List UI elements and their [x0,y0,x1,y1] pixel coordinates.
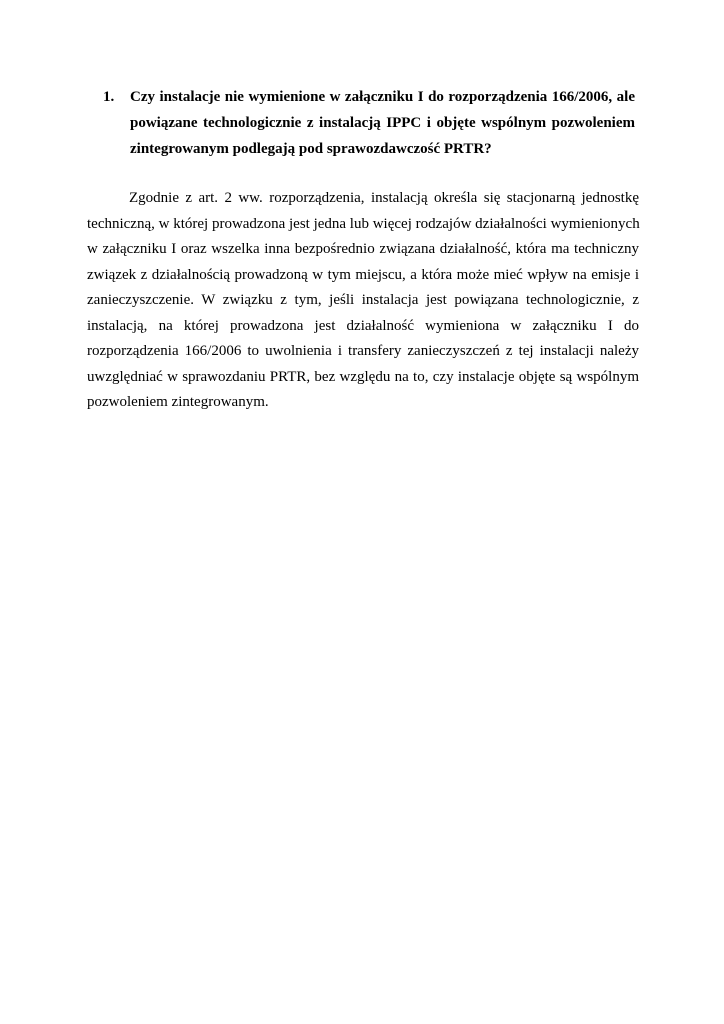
answer-line: Zgodnie z art. 2 ww. rozporządzenia, instalacją określa się stacjonarną jednostkę [129,190,639,206]
question-line: zintegrowanym podlegają pod sprawozdawczość PRTR? [130,141,492,157]
question-line: powiązane technologicznie z instalacją IPPC i objęte wspólnym pozwoleniem [130,115,635,131]
answer-line: instalacją, na której prowadzona jest działalność wymieniona w załączniku I do [87,317,639,334]
answer-line: uwzględniać w sprawozdaniu PRTR, bez względu na to, czy instalacje objęte są wspólnym [87,368,639,385]
question-item [103,84,635,162]
answer-line: związek z działalnością prowadzoną w tym miejscu, a która może mieć wpływ na emisje i [87,266,639,283]
answer-line: rozporządzenia 166/2006 to uwolnienia i transfery zanieczyszczeń z tej instalacji należy [87,343,639,359]
answer-paragraph [87,186,639,416]
answer-line: w załączniku I oraz wszelka inna bezpośrednio związana działalność, która ma techniczny [87,241,639,257]
question-text [130,84,635,162]
answer-line: pozwoleniem zintegrowanym. [87,394,269,410]
question-line: Czy instalacje nie wymienione w załączniku I do rozporządzenia 166/2006, ale [130,89,635,105]
answer-line: zanieczyszczenie. W związku z tym, jeśli instalacja jest powiązana technologicznie, z [87,292,639,308]
question-number: 1. [103,89,115,105]
answer-line: techniczną, w której prowadzona jest jedna lub więcej rodzajów działalności wymienionych [87,215,640,232]
